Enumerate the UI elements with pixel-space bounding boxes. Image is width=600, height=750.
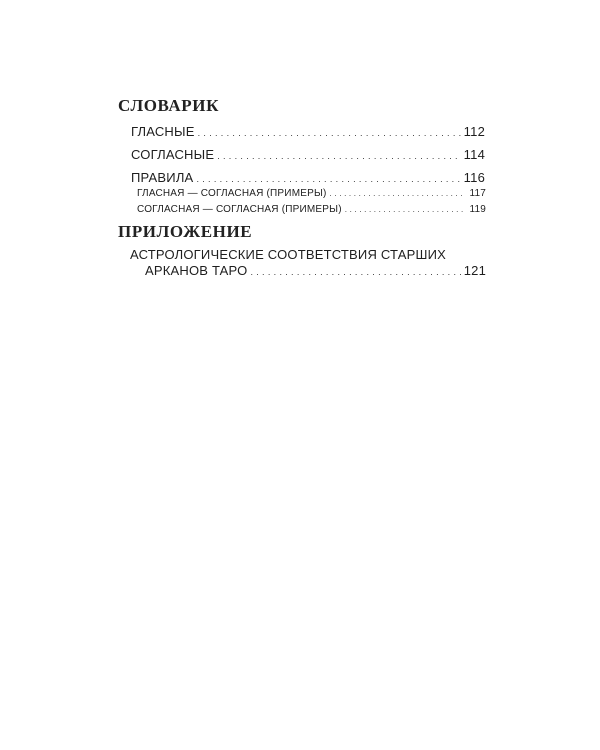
toc-entry-glasnye[interactable] xyxy=(131,124,485,139)
toc-entry-soglasnye[interactable] xyxy=(131,147,485,162)
toc-subentry-label: ГЛАСНАЯ — СОГЛАСНАЯ (ПРИМЕРЫ) xyxy=(137,188,327,199)
toc-entry-astrology[interactable] xyxy=(145,263,486,278)
toc-page-number: 112 xyxy=(463,124,485,139)
toc-page-number: 119 xyxy=(469,204,486,215)
toc-entry-pravila[interactable] xyxy=(131,170,485,185)
dot-leader xyxy=(217,151,460,161)
toc-subentry-label: СОГЛАСНАЯ — СОГЛАСНАЯ (ПРИМЕРЫ) xyxy=(137,204,342,215)
toc-page-number: 114 xyxy=(463,147,485,162)
toc-page-number: 117 xyxy=(469,188,486,199)
toc-page-number: 121 xyxy=(463,263,486,278)
dot-leader xyxy=(330,189,467,198)
toc-entry-label: ПРАВИЛА xyxy=(131,170,194,185)
dot-leader xyxy=(250,267,460,277)
dot-leader xyxy=(196,174,460,184)
dot-leader xyxy=(345,205,467,214)
section-title-prilozhenie: ПРИЛОЖЕНИЕ xyxy=(118,222,253,241)
toc-entry-astrology-line1[interactable]: АСТРОЛОГИЧЕСКИЕ СООТВЕТСТВИЯ СТАРШИХ xyxy=(130,247,446,262)
toc-subentry-vowel-consonant[interactable] xyxy=(137,188,486,199)
toc-entry-label: АРКАНОВ ТАРО xyxy=(145,263,248,278)
toc-entry-label: СОГЛАСНЫЕ xyxy=(131,147,215,162)
toc-page-number: 116 xyxy=(463,170,485,185)
dot-leader xyxy=(198,128,461,138)
toc-entry-label: ГЛАСНЫЕ xyxy=(131,124,195,139)
section-title-slovarik: СЛОВАРИК xyxy=(118,96,220,115)
toc-subentry-consonant-consonant[interactable] xyxy=(137,204,486,215)
